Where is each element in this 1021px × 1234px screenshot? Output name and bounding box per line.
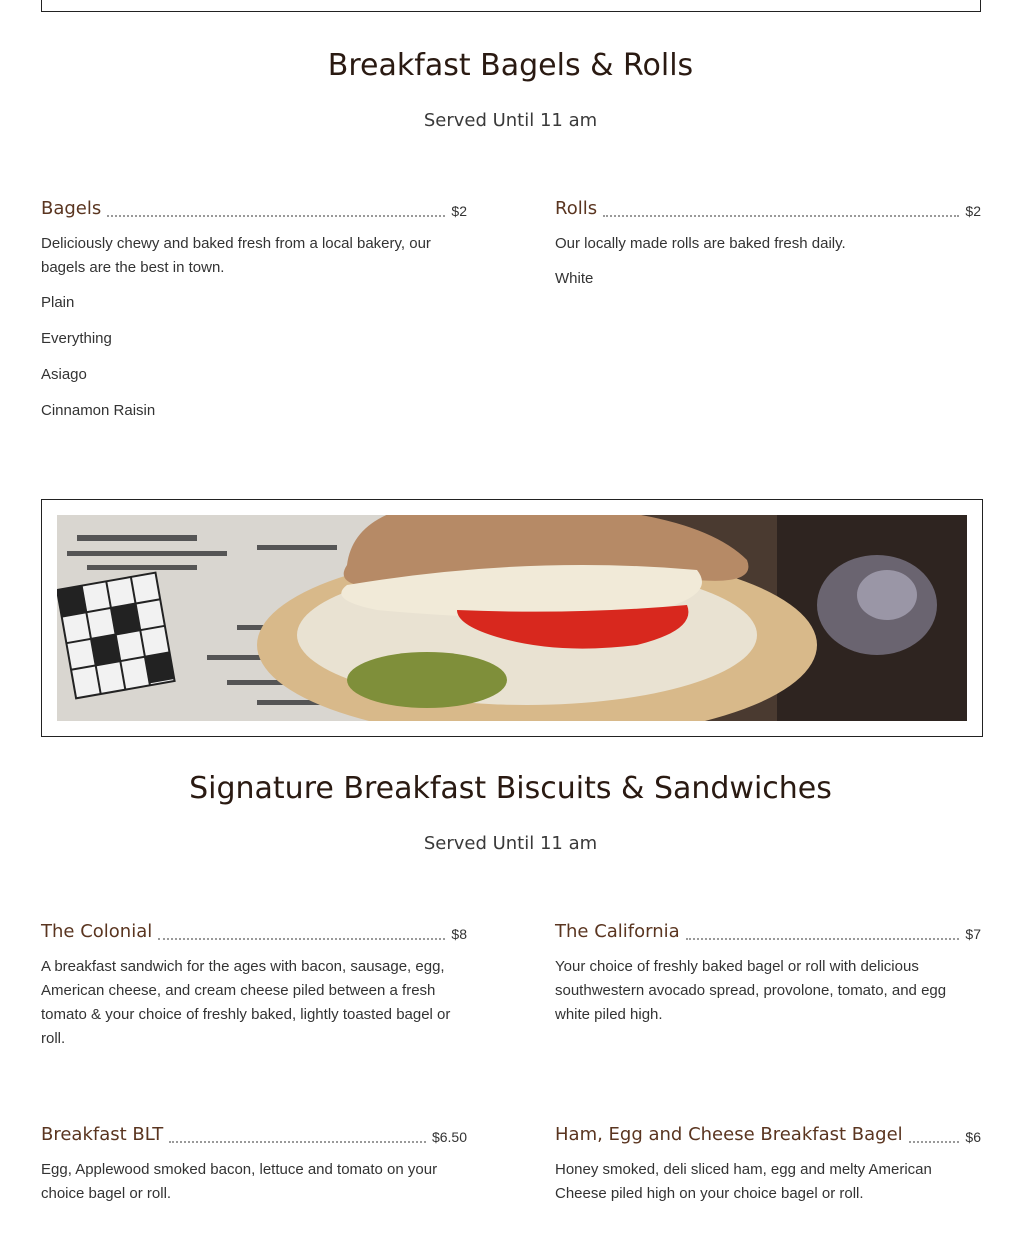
item-name: Ham, Egg and Cheese Breakfast Bagel [555,1124,903,1145]
menu-item-the-colonial [41,919,467,1051]
item-price: $7 [965,926,981,942]
item-name: The Colonial [41,921,153,942]
item-price: $8 [451,926,467,942]
section-subtitle-bagels-rolls: Served Until 11 am [423,110,598,131]
menu-item-breakfast-blt [41,1122,467,1206]
menu-item-bagels [41,196,467,438]
item-description: Deliciously chewy and baked fresh from a local bakery, our bagels are the best in town. [41,235,431,276]
item-description: Your choice of freshly baked bagel or roll with delicious southwestern avocado spread, provolone, tomato, and egg white piled high. [555,958,947,1023]
dot-leader [603,215,959,217]
item-price: $2 [451,203,467,219]
option-cinnamon-raisin: Cinnamon Raisin [41,402,156,419]
section-title-signature-breakfast: Signature Breakfast Biscuits & Sandwiches [189,771,832,806]
menu-item-the-california [555,919,981,1027]
section-subtitle-signature-breakfast: Served Until 11 am [423,833,598,854]
item-description: Egg, Applewood smoked bacon, lettuce and tomato on your choice bagel or roll. [41,1161,438,1202]
dot-leader [169,1141,426,1143]
dot-leader [686,938,960,940]
item-price: $2 [965,203,981,219]
dot-leader [909,1141,960,1143]
sandwich-photo [57,515,967,721]
item-price: $6 [965,1129,981,1145]
section-title-bagels-rolls: Breakfast Bagels & Rolls [327,48,694,83]
item-name: The California [555,921,680,942]
item-options [41,294,467,438]
item-description: Our locally made rolls are baked fresh daily. [555,235,846,252]
dot-leader [158,938,445,940]
dot-leader [107,215,445,217]
menu-item-ham-egg-cheese-bagel [555,1122,981,1206]
item-options [555,270,981,306]
top-image-frame [41,0,981,12]
item-name: Breakfast BLT [41,1124,164,1145]
option-plain: Plain [41,294,75,311]
sandwich-image [57,515,967,721]
option-white: White [555,270,594,287]
item-description: A breakfast sandwich for the ages with bacon, sausage, egg, American cheese, and cream cheese piled between a fresh tomato & your choice of freshly baked, lightly toasted bagel or roll. [41,958,451,1047]
item-name: Bagels [41,198,102,219]
option-asiago: Asiago [41,366,87,383]
sandwich-photo-frame [41,499,983,737]
item-description: Honey smoked, deli sliced ham, egg and melty American Cheese piled high on your choice bagel or roll. [555,1161,932,1202]
item-name: Rolls [555,198,598,219]
menu-item-rolls [555,196,981,306]
item-price: $6.50 [431,1129,467,1145]
option-everything: Everything [41,330,112,347]
